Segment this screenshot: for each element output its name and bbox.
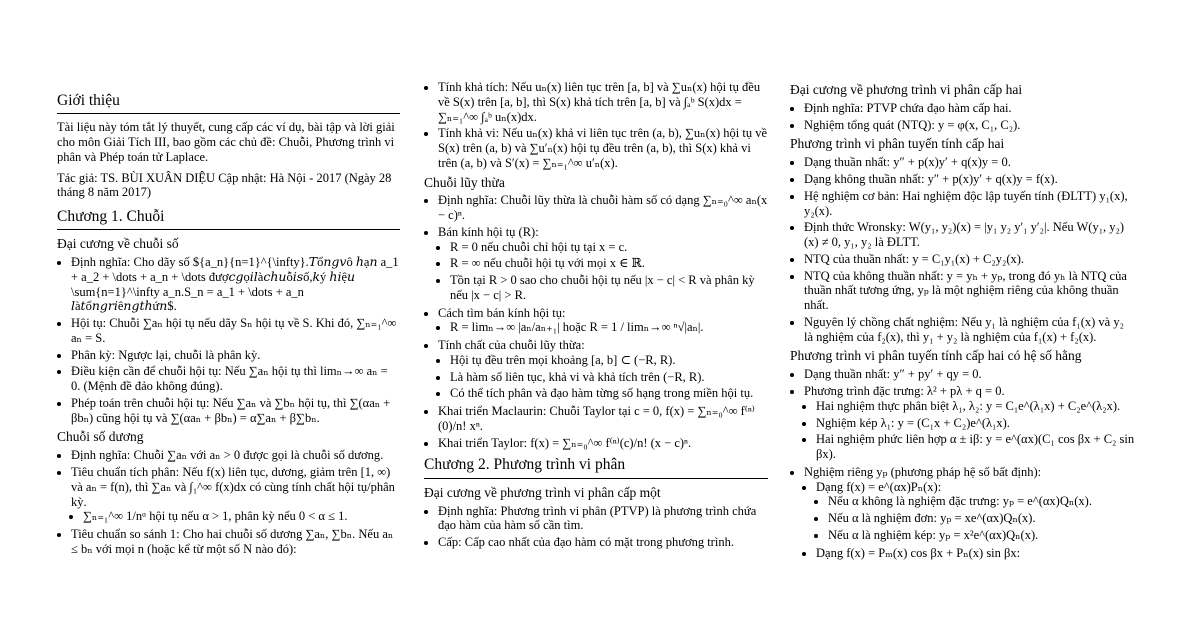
list-item: • Tính khả vi: Nếu uₙ(x) khả vi liên tục trên (a, b), ∑uₙ(x) hội tụ về S(x) trên (a, b) và ∑u′ₙ(x) hội tụ đều trên (a, b), thì S(x) khả vi trên (a, b) và S′(x) = ∑ₙ₌₁^∞ u′ₙ(x). [438, 126, 768, 170]
list-item: • Hội tụ đều trên mọi khoảng [a, b] ⊂ (−R, R). [450, 353, 768, 368]
first-order-ode-list [424, 504, 768, 550]
list-item: • Dạng thuần nhất: y″ + p(x)y′ + q(x)y = 0. [804, 155, 1135, 170]
list-item: • NTQ của không thuần nhất: y = yₕ + yₚ, trong đó yₕ là NTQ của thuần nhất tương ứng, yₚ là một nghiệm riêng của không thuần nhất. [804, 269, 1135, 313]
list-item-text: Phương trình đặc trưng: λ² + pλ + q = 0. [804, 384, 1005, 399]
list-item: • NTQ của thuần nhất: y = C₁y₁(x) + C₂y₂(x). [804, 252, 1135, 267]
list-item: • Nghiệm tổng quát (NTQ): y = φ(x, C₁, C₂). [804, 118, 1135, 133]
list-item: • Điều kiện cần để chuỗi hội tụ: Nếu ∑aₙ hội tụ thì limₙ→∞ aₙ = 0. (Mệnh đề đảo không đúng). [71, 364, 400, 394]
list-item: • Tồn tại R > 0 sao cho chuỗi hội tụ nếu |x − c| < R và phân kỳ nếu |x − c| > R. [450, 273, 768, 303]
list-item: • Dạng f(x) = Pₘ(x) cos βx + Pₙ(x) sin βx: [816, 546, 1135, 561]
list-item: • Hệ nghiệm cơ bản: Hai nghiệm độc lập tuyến tính (ĐLTT) y₁(x), y₂(x). [804, 189, 1135, 219]
list-item: • Định thức Wronsky: W(y₁, y₂)(x) = |y₁ y₂ y′₁ y′₂|. Nếu W(y₁, y₂)(x) ≠ 0, y₁, y₂ là ĐLTT. [804, 220, 1135, 250]
list-item-text: Dạng f(x) = e^(αx)Pₙ(x): [816, 479, 942, 494]
list-item: • Định nghĩa: Cho dãy số ${a_n}{n=1}^{\infty}.𝑇ổ𝑛𝑔𝑣ô ℎạ𝑛 a_1 + a_2 + \dots + a_n + \dots đượ𝑐𝑔ọ𝑖𝑙à𝑐ℎ𝑢ỗ𝑖𝑠ố,𝑘ý ℎ𝑖ệ𝑢 \sum{n=1}^\infty a_n.S_n = a_1 + \dots + a_n 𝑙à𝑡ổ𝑛𝑔𝑟𝑖ê𝑛𝑔𝑡ℎứ𝑛$. [71, 255, 400, 314]
constant-coeff-heading: Phương trình vi phân tuyến tính cấp hai có hệ số hằng [790, 348, 1082, 364]
list-item [438, 225, 768, 303]
linear-second-order-list [790, 155, 1135, 344]
list-item-text: Tính chất của chuỗi lũy thừa: [438, 338, 585, 353]
sub-list [804, 399, 1135, 462]
list-item: • Có thể tích phân và đạo hàm từng số hạng trong miền hội tụ. [450, 386, 768, 401]
column-2 [424, 80, 768, 553]
list-item: • R = limₙ→∞ |aₙ/aₙ₊₁| hoặc R = 1 / limₙ→∞ ⁿ√|aₙ|. [450, 320, 768, 335]
positive-series-heading: Chuỗi số dương [57, 429, 144, 445]
positive-series-list [57, 448, 400, 556]
list-item: • Khai triển Maclaurin: Chuỗi Taylor tại c = 0, f(x) = ∑ₙ₌₀^∞ f⁽ⁿ⁾(0)/n! xⁿ. [438, 404, 768, 434]
first-order-ode-heading: Đại cương về phương trình vi phân cấp một [424, 484, 661, 500]
list-item: • Cấp: Cấp cao nhất của đạo hàm có mặt trong phương trình. [438, 535, 768, 550]
power-series-heading: Chuỗi lũy thừa [424, 174, 505, 190]
list-item [816, 480, 1135, 543]
list-item: • Hai nghiệm phức liên hợp α ± iβ: y = e^(αx)(C₁ cos βx + C₂ sin βx). [816, 432, 1135, 462]
chapter-1-heading: Chương 1. Chuỗi [57, 208, 400, 230]
list-item: • Phép toán trên chuỗi hội tụ: Nếu ∑aₙ và ∑bₙ hội tụ, thì ∑(αaₙ + βbₙ) cũng hội tụ và ∑(αaₙ + βbₙ) = α∑aₙ + β∑bₙ. [71, 396, 400, 426]
list-item: • Tiêu chuẩn so sánh 1: Cho hai chuỗi số dương ∑aₙ, ∑bₙ. Nếu aₙ ≤ bₙ với mọi n (hoặc kể từ một số N nào đó): [71, 527, 400, 557]
list-item [438, 306, 768, 336]
second-order-ode-heading: Đại cương về phương trình vi phân cấp hai [790, 82, 1023, 97]
list-item: • Phân kỳ: Ngược lại, chuỗi là phân kỳ. [71, 348, 400, 363]
list-item: • R = 0 nếu chuỗi chỉ hội tụ tại x = c. [450, 240, 768, 255]
list-item: • Định nghĩa: Phương trình vi phân (PTVP) là phương trình chứa đạo hàm của hàm số cần tìm. [438, 504, 768, 534]
column-3 [790, 78, 1135, 563]
sub-list [438, 353, 768, 401]
sub-list [438, 240, 768, 303]
list-item: • Nguyên lý chồng chất nghiệm: Nếu y₁ là nghiệm của f₁(x) và y₂ là nghiệm của f₂(x), thì y₁ + y₂ là nghiệm của f₁(x) + f₂(x). [804, 315, 1135, 345]
list-item: • ∑ₙ₌₁^∞ 1/nᵅ hội tụ nếu α > 1, phân kỳ nếu 0 < α ≤ 1. [83, 509, 400, 524]
series-basics-heading: Đại cương về chuỗi số [57, 236, 179, 252]
list-item [71, 465, 400, 524]
list-item-text: Nghiệm riêng yₚ (phương pháp hệ số bất định): [804, 464, 1042, 479]
list-item: • Nghiệm kép λ₁: y = (C₁x + C₂)e^(λ₁x). [816, 416, 1135, 431]
function-series-list [424, 80, 768, 171]
list-item: • Nếu α là nghiệm đơn: yₚ = xe^(αx)Qₙ(x). [828, 511, 1135, 526]
sub-list [438, 320, 768, 335]
list-item: • Định nghĩa: Chuỗi ∑aₙ với aₙ > 0 được gọi là chuỗi số dương. [71, 448, 400, 463]
list-item: • Hội tụ: Chuỗi ∑aₙ hội tụ nếu dãy Sₙ hội tụ về S. Khi đó, ∑ₙ₌₁^∞ aₙ = S. [71, 316, 400, 346]
list-item: • Tính khả tích: Nếu uₙ(x) liên tục trên [a, b] và ∑uₙ(x) hội tụ đều về S(x) trên [a, b], thì S(x) khả tích trên [a, b] và ∫ₐᵇ S(x)dx = ∑ₙ₌₁^∞ ∫ₐᵇ uₙ(x)dx. [438, 80, 768, 124]
list-item: • R = ∞ nếu chuỗi hội tụ với mọi x ∈ ℝ. [450, 256, 768, 271]
power-series-list [424, 193, 768, 450]
chapter-2-heading: Chương 2. Phương trình vi phân [424, 456, 768, 478]
sub-list [816, 494, 1135, 542]
list-item [804, 465, 1135, 561]
intro-heading: Giới thiệu [57, 92, 400, 114]
column-1 [57, 92, 400, 560]
list-item: • Hai nghiệm thực phân biệt λ₁, λ₂: y = C₁e^(λ₁x) + C₂e^(λ₂x). [816, 399, 1135, 414]
list-item [438, 338, 768, 401]
list-item-text: Bán kính hội tụ (R): [438, 224, 539, 239]
sub-list [71, 509, 400, 524]
sub-list [804, 480, 1135, 561]
list-item: • Dạng không thuần nhất: y″ + p(x)y′ + q(x)y = f(x). [804, 172, 1135, 187]
list-item: • Khai triển Taylor: f(x) = ∑ₙ₌₀^∞ f⁽ⁿ⁾(c)/n! (x − c)ⁿ. [438, 436, 768, 451]
series-basics-list [57, 255, 400, 425]
list-item: • Dạng thuần nhất: y″ + py′ + qy = 0. [804, 367, 1135, 382]
list-item: • Là hàm số liên tục, khả vi và khả tích trên (−R, R). [450, 370, 768, 385]
list-item [804, 384, 1135, 462]
list-item-text: Tiêu chuẩn tích phân: Nếu f(x) liên tục, dương, giảm trên [1, ∞) và aₙ = f(n), thì ∑aₙ và ∫₁^∞ f(x)dx có cùng tính chất hội tụ/phân kỳ. [71, 465, 395, 509]
list-item: • Định nghĩa: Chuỗi lũy thừa là chuỗi hàm số có dạng ∑ₙ₌₀^∞ aₙ(x − c)ⁿ. [438, 193, 768, 223]
list-item: • Nếu α không là nghiệm đặc trưng: yₚ = e^(αx)Qₙ(x). [828, 494, 1135, 509]
list-item: • Nếu α là nghiệm kép: yₚ = x²e^(αx)Qₙ(x). [828, 528, 1135, 543]
linear-second-order-heading: Phương trình vi phân tuyến tính cấp hai [790, 136, 1005, 152]
list-item-text: Cách tìm bán kính hội tụ: [438, 305, 566, 320]
second-order-ode-list [790, 101, 1135, 133]
intro-text: Tài liệu này tóm tắt lý thuyết, cung cấp các ví dụ, bài tập và lời giải cho môn Giải Tích III, bao gồm các chủ đề: Chuỗi, Phương trình vi phân và Phép toán tử Laplace. [57, 120, 395, 164]
list-item: • Định nghĩa: PTVP chứa đạo hàm cấp hai. [804, 101, 1135, 116]
constant-coeff-list [790, 367, 1135, 560]
author-line: Tác giả: TS. BÙI XUÂN DIỆU Cập nhật: Hà Nội - 2017 (Ngày 28 tháng 8 năm 2017) [57, 170, 392, 200]
